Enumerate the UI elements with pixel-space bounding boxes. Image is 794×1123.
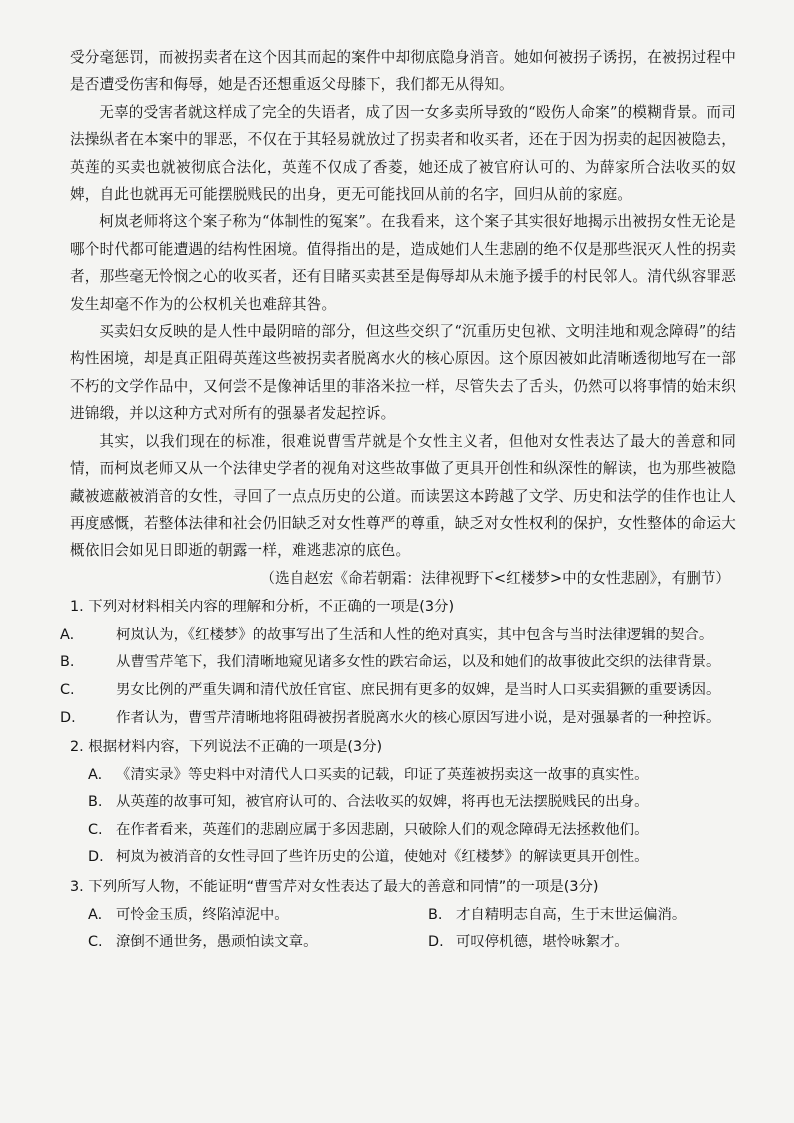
- passage-paragraph: 买卖妇女反映的是人性中最阴暗的部分，但这些交织了“沉重历史包袱、文明洼地和观念障碍”的结构性困境，却是真正阻碍英莲这些被拐卖者脱离水火的核心原因。这个原因被如此清晰透彻地写在一部不朽的文学作品中，又何尝不是像神话里的菲洛米拉一样，尽管失去了舌头，仍然可以将事情的始末织进锦缎，并以这种方式对所有的强暴者发起控诉。: [70, 323, 736, 423]
- option-a: [60, 622, 736, 650]
- option-text: 从曹雪芹笔下，我们清晰地窥见诸多女性的跌宕命运，以及和她们的故事彼此交织的法律背景。: [116, 654, 721, 671]
- option-text: 男女比例的严重失调和清代放任官宦、庶民拥有更多的奴婢，是当时人口买卖猖獗的重要诱因。: [116, 681, 721, 698]
- question-stem: 1. 下列对材料相关内容的理解和分析，不正确的一项是(3分): [70, 599, 455, 616]
- option-b: [428, 902, 736, 930]
- option-a: [70, 762, 736, 790]
- option-text: 可叹停机德，堪怜咏絮才。: [456, 934, 629, 951]
- option-label: C.: [88, 934, 103, 951]
- option-text: 作者认为，曹雪芹清晰地将阻碍被拐者脱离水火的核心原因写进小说，是对强暴者的一种控诉。: [116, 709, 721, 726]
- option-c: [60, 677, 736, 705]
- option-label: C.: [60, 681, 75, 698]
- reading-passage: [70, 44, 736, 592]
- passage-source: （选自赵宏《命若朝霜：法律视野下<红楼梦>中的女性悲剧》，有删节）: [260, 569, 730, 587]
- option-label: B.: [88, 794, 103, 811]
- passage-paragraph: 无辜的受害者就这样成了完全的失语者，成了因一女多卖所导致的“殴伤人命案”的模糊背景。而司法操纵者在本案中的罪恶，不仅在于其轻易就放过了拐卖者和收买者，还在于因为拐卖的起因被隐去，英莲的买卖也就被彻底合法化，英莲不仅成了香菱，她还成了被官府认可的、为薛家所合法收买的奴婢，自此也就再无可能摆脱贱民的出身，更无可能找回从前的名字，回归从前的家庭。: [70, 103, 736, 204]
- option-text: 柯岚认为，《红楼梦》的故事写出了生活和人性的绝对真实，其中包含与当时法律逻辑的契合。: [116, 626, 714, 643]
- question-stem: 2. 根据材料内容，下列说法不正确的一项是(3分): [70, 739, 383, 756]
- question-stem: 3. 下列所写人物，不能证明“曹雪芹对女性表达了最大的善意和同情”的一项是(3分): [70, 879, 599, 896]
- question-3: [70, 874, 736, 957]
- passage-paragraph: 柯岚老师将这个案子称为“体制性的冤案”。在我看来，这个案子其实很好地揭示出被拐女性无论是哪个时代都可能遭遇的结构性困境。值得指出的是，造成她们人生悲剧的绝不仅是那些泯灭人性的拐卖者，那些毫无怜悯之心的收买者，还有目睹买卖甚至是侮辱却从未施予援手的村民邻人。清代纵容罪恶发生却毫不作为的公权机关也难辞其咎。: [70, 213, 736, 313]
- option-label: D.: [428, 934, 444, 951]
- option-text: 柯岚为被消音的女性寻回了些许历史的公道，使她对《红楼梦》的解读更具开创性。: [116, 849, 649, 866]
- option-label: B.: [428, 906, 443, 923]
- option-label: A.: [88, 766, 103, 783]
- option-c: [70, 817, 736, 845]
- passage-paragraph: 其实，以我们现在的标准，很难说曹雪芹就是个女性主义者，但他对女性表达了最大的善意和同情，而柯岚老师又从一个法律史学者的视角对这些故事做了更具开创性和纵深性的解读，也为那些被隐藏被遮蔽被消音的女性，寻回了一点点历史的公道。而读罢这本跨越了文学、历史和法学的佳作也让人再度感慨，若整体法律和社会仍旧缺乏对女性尊严的尊重，缺乏对女性权利的保护，女性整体的命运大概依旧会如见日即逝的朝露一样，难逃悲凉的底色。: [70, 432, 736, 560]
- question-2: [70, 734, 736, 872]
- option-label: D.: [88, 849, 104, 866]
- option-text: 潦倒不通世务，愚顽怕读文章。: [116, 934, 318, 951]
- option-label: B.: [60, 654, 75, 671]
- option-text: 从英莲的故事可知，被官府认可的、合法收买的奴婢，将再也无法摆脱贱民的出身。: [116, 794, 649, 811]
- option-text: 在作者看来，英莲们的悲剧应属于多因悲剧，只破除人们的观念障碍无法拯救他们。: [116, 821, 649, 838]
- option-d: [70, 844, 736, 872]
- option-c: [88, 929, 428, 957]
- option-b: [70, 789, 736, 817]
- option-label: C.: [88, 821, 103, 838]
- option-label: A.: [60, 626, 75, 643]
- option-b: [60, 649, 736, 677]
- option-text: 可怜金玉质，终陷淖泥中。: [116, 906, 289, 923]
- option-text: 才自精明志自高，生于末世运偏消。: [456, 906, 687, 923]
- option-d: [60, 705, 736, 733]
- option-a: [88, 902, 428, 930]
- passage-paragraph: 受分毫惩罚，而被拐卖者在这个因其而起的案件中却彻底隐身消音。她如何被拐子诱拐，在被拐过程中是否遭受伤害和侮辱，她是否还想重返父母膝下，我们都无从得知。: [70, 49, 736, 94]
- option-label: D.: [60, 709, 76, 726]
- option-grid: [70, 902, 736, 957]
- option-label: A.: [88, 906, 103, 923]
- option-d: [428, 929, 736, 957]
- option-text: 《清实录》等史料中对清代人口买卖的记载，印证了英莲被拐卖这一故事的真实性。: [116, 766, 649, 783]
- question-1: [60, 594, 736, 732]
